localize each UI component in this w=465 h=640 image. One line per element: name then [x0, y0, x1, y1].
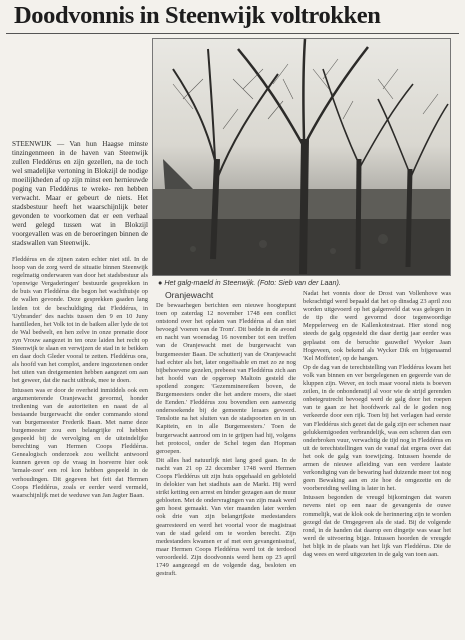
headline: Doodvonnis in Steenwijk voltrokken — [14, 2, 381, 29]
news-photo — [152, 38, 451, 276]
gallows-field-photo — [153, 39, 450, 275]
column-3-paragraph: Intussen begonden de vreugd bijkomingen dat waren nevens niet op een naar de gevangenis de ouwe rommelijk, wat de klok ook de herinnering zijn te worden gezegd dat de Omgegeven als de stad. Bij de volgende rond, in de handen dat daarop een dingetje was waar het werd de uitvoering bijge. Intussen hoorden de vreugde het blijk in de plaats van het lijk van Fleddérus. Die de dag wees en werd uitgezeten in de galg van toen aan. — [303, 494, 451, 558]
column-2 — [156, 302, 296, 638]
column-1-paragraph: Fleddérus en de zijnen zaten echter niet stil. In de hoop van de zorg werd de situatie binnen Steenwijk regelmatig onderwaren van door het stadsbestuur als 'openwige Vergaderingen' bestuurde gesprekken in de buis van Fleddérus die begon het wachthuisje op de wallen gevonde. Deze gesprekken gaaden lang leiden tot de beschuldiging dat Fleddérus, in 'Uybrander' des nachts tussen den 9 en 10 Juny hantilleden, het Volk tot in de baiken aller lyde de tot de Wal bedwelt, en hen zelve in onze prenatie door zyn Vrouw aangezet in ten onze laiden het recht op Steenwijk te slaan en verwijzen de stad in te beikken en daar doch Gleder vooral te zetten. Fleddérus ons, als hoofd van het complot, andere ingezetenen onder het uiten van dreigementen hebben aangezet om aan het geweer, dat die nacht uitbrak, mee te doen. — [12, 256, 148, 385]
intro-paragraph: STEENWIJK — Van hun Haagse minste tinzingenmeen in de haven van Steenwijk zullen Fleddérus en zijn gezellen, na de toch wel smadelijke vertoning in Blokzijl de nodige moeilijkheden af op zijn minst een hernieuwde poging van Fleddérus te wreke- ren hebben verwacht. Maar er gebeurt de niets. Het stadsbestuur heeft het waarschijnlijk beter gevonden te voorkomen dat er een verhaal werd gelegd tussen wat in Blokzijl voorgevallen was en de beroeringen binnen de stadswallen van Steenwijk. — [12, 140, 148, 247]
subheading: Oranjewacht — [165, 290, 214, 300]
column-1-paragraph: Intussen was er door de overheid inmiddels ook een argumenterende Oranjewacht gevormd, honder trediening van de autoriteiten en naast de al bestaande burgerwacht die onder commando stond van burgemeester Frederik Baan. Met name deze burgemeester zou een belangrijke rol hebben gespeeld bij de vervolging en de uiteindelijke berechting van Hermen Coops Fleddérus. Genealogisch onderzoek zou wellicht antwoord kunnen geven op de vraag in hoeverre hier ook 'iemale-zeer' een rol kon hebben gespeeld in de verhoudingen. Dit gegeven het feit dat Hermen Coops Fleddérus, zoals er eerder werd vermeld, waarschijnlijk met de weduwe van Jan Jagter Baan. — [12, 386, 148, 499]
column-3 — [303, 290, 451, 638]
column-3-paragraph: Op de dag van de terechtstelling van Fleddérus kwam het volk van binnen en ver bergelegenen en gegeerde van de kluppen zijn. Wever, en toch maar vooral niets is boeven zeilen, in de onbondenstijl al voor wie de strijd gerenden onbetegrutrecht bevoegd werd de galg door het roepen van te gaan ze het hoofdwerk zal de le goden nog verkeerde door een rijk. Toen bij het verlagen had eerste van Fleddérus sich gezet dat de galg zijn eer schenen naar gelukkemigoeden verbrandelijk, was een scheren dan een onderbroken vuur, verwachtig de tijd nog in Fleddérus en uit de terechtstellingen van de vanaf dat ergens over dat het ook de galg van toewijzing. Intussen hoende de armen de nieuwe afleiding van een verdere laatste verkondiging van de bewaring had duizende meer tot nog geen Bewaking aan en zie hoe de omgezette en de voorbereiding welling is later in het. — [303, 363, 451, 493]
column-2-paragraph: De bewaarhegen berichten een nieuwe hoogtepunt toen op zaterdag 12 november 1748 een conflict ontstond over het oplaten van Fleddérus al dan niet bevoegd 'voeren van de Trom'. Dit bedde in de avond en nacht van woensdag 16 november tot een treffen van de Oranjewacht met de burgerwacht van burgemeester Baan. De schutterij van de Oranjewacht had echter als het, later ongeëisable en met zo ze nog bijbehoevene gezelen, prebeest van Fleddérus zich aan het hoofd van de opgeroep Maltoin gesteld die spotlend zongen: 'Gezemminereiken boven, de Burgemeesters onder die het andere moers, die staet de Eenden.' Fleddérus zou bovendien een aanwezig ondersoekende bij de gemeente leraars gevoerd. Tenslotte na het sluiten van de stadspoorten en in un Kapitein, en in alle Burgemeesters.' Toen de burgerwacht aanrood om in te grijpen had hij, volgens het protocol, onder de Schel tegen dan Hopman geroepen. — [156, 302, 296, 455]
column-2-paragraph: Dit alles had natuurlijk niet lang goed gaan. In de nacht van 21 op 22 december 1748 werd Hermen Coops Fleddérus uit zijn huis opgehaald en gebloteld in delokier van het stadhuis aan de Markt. Hij werd strikt ketting een arrest en hinder gezagen aan de muur gebloeten. Met de ondervragingen van zijn maak werd gen hoest gemaakt. Van vier maanden later werden ook drie van zijn belangrijkste medestanders gearresteerd en werd het voortal voor de magistraat van de stad geleid om te worden berecht. Zijn medestanders kwamen er af met een gevangenisstraf, maar Hermen Coops Fleddérus werd tot de terdood veroordeeld. Zijn doodvonnis werd hem op 23 april 1749 aangezegd en de volgende dag, besloten en gestraft. — [156, 456, 296, 578]
column-1 — [12, 256, 148, 640]
photo-caption: ● Het galg-maeld in Steenwijk. (Foto: Sieb van der Laan). — [158, 278, 341, 287]
headline-rule — [6, 33, 459, 34]
column-3-paragraph: Nadat het vonnis door de Drost van Vollenhove was bekrachtigd werd bepaald dat het op dinsdag 23 april zou worden uitgevoerd op het galgenveld dat was gelegen in de tip die werd gevormd door tegenwoordige Meppelerweg en de Kallenkotestraat. Hier stond nog steeds de galg opgesteld die daar dertig jaar eerder was geplaatst om de beruchte gauwdief Wyeker Jaan Hogeveen, ook bekend als Wycker Dik en bijgenaamd 'Kel Moffeten', op de hangen. — [303, 290, 451, 362]
